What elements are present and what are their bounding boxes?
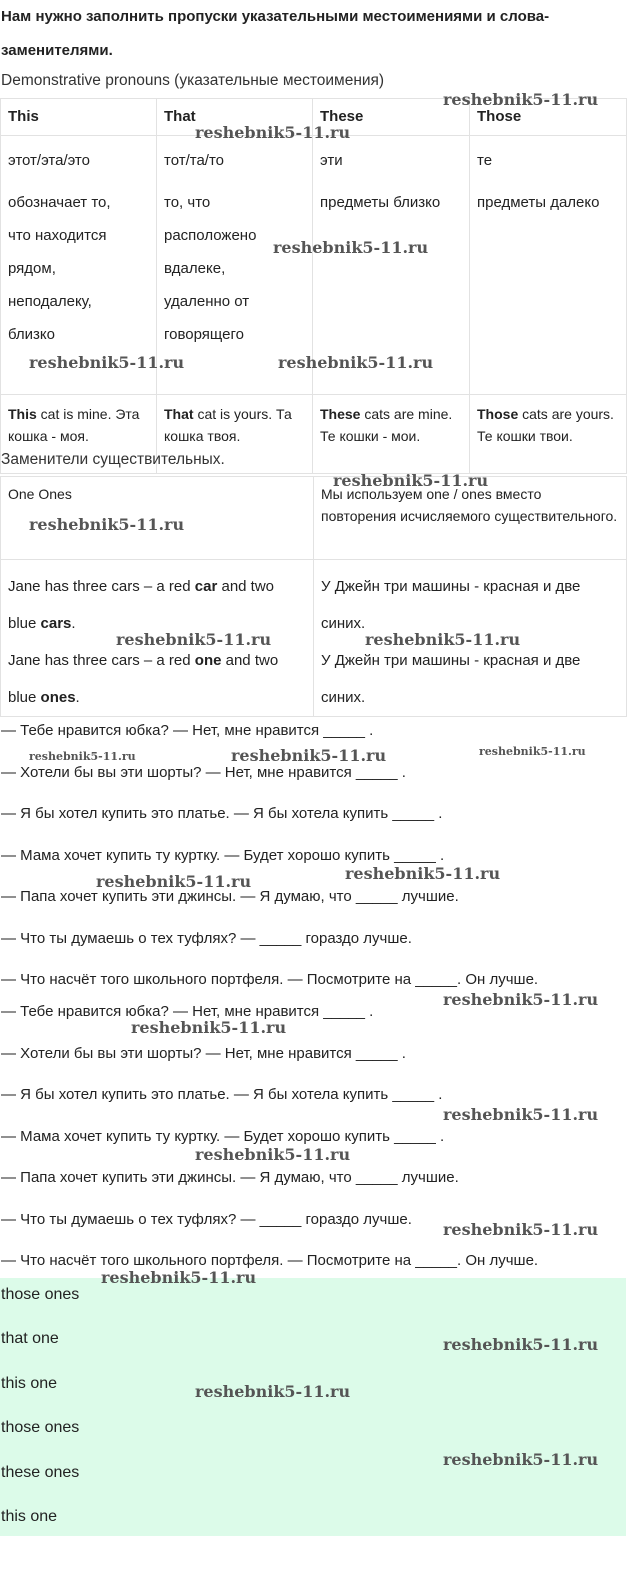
watermark-text: reshebnik5-11.ru <box>29 515 185 534</box>
translation-text: эти <box>320 152 343 169</box>
watermark-text: reshebnik5-11.ru <box>443 1335 599 1354</box>
meaning-line: неподалеку, <box>8 293 92 310</box>
meaning-line: то, что <box>164 194 211 211</box>
watermark-text: reshebnik5-11.ru <box>273 238 429 257</box>
watermark-text: reshebnik5-11.ru <box>101 1268 257 1287</box>
table-cell <box>470 136 627 395</box>
watermark-text: reshebnik5-11.ru <box>365 630 521 649</box>
watermark-text: reshebnik5-11.ru <box>443 90 599 109</box>
example-pronoun: These <box>320 406 361 422</box>
meaning-line: близко <box>8 326 55 343</box>
example-text: cats are mine. Те кошки - мои. <box>320 406 453 444</box>
watermark-text: reshebnik5-11.ru <box>333 471 489 490</box>
watermark-text: reshebnik5-11.ru <box>345 864 501 883</box>
watermark-text: reshebnik5-11.ru <box>116 630 272 649</box>
watermark-text: reshebnik5-11.ru <box>29 750 136 763</box>
answer-item: this one <box>1 1508 58 1525</box>
exercise-question: — Тебе нравится юбка? — Нет, мне нравится _____ . <box>1 1003 374 1020</box>
meaning-line: говорящего <box>164 326 244 343</box>
watermark-text: reshebnik5-11.ru <box>443 1220 599 1239</box>
watermark-text: reshebnik5-11.ru <box>231 746 387 765</box>
table-row <box>1 560 627 717</box>
meaning-line: что находится <box>8 227 107 244</box>
example-text: cats are yours. Те кошки твои. <box>477 406 614 444</box>
watermark-text: reshebnik5-11.ru <box>443 1105 599 1124</box>
exercise-question: — Что ты думаешь о тех туфлях? — _____ гораздо лучше. <box>1 930 412 947</box>
substitutes-table <box>0 476 627 717</box>
table-header-cell: This <box>1 99 157 136</box>
exercise-question: — Что насчёт того школьного портфеля. — Посмотрите на _____. Он лучше. <box>1 971 539 988</box>
table-header-cell: That <box>157 99 313 136</box>
example-cell <box>470 395 627 474</box>
exercise-question: — Папа хочет купить эти джинсы. — Я думаю, что _____ лучшие. <box>1 1169 459 1186</box>
meaning-line: рядом, <box>8 260 56 277</box>
section-caption-pronouns: Demonstrative pronouns (указательные местоимения) <box>1 72 385 89</box>
exercise-question: — Я бы хотел купить это платье. — Я бы хотела купить _____ . <box>1 805 443 822</box>
watermark-text: reshebnik5-11.ru <box>195 123 351 142</box>
exercise-question: — Папа хочет купить эти джинсы. — Я думаю, что _____ лучшие. <box>1 888 459 905</box>
example-sentence: Jane has three cars – a red car and two blue cars. <box>8 578 275 632</box>
pronouns-table <box>0 98 627 474</box>
exercise-question: — Тебе нравится юбка? — Нет, мне нравится _____ . <box>1 722 374 739</box>
watermark-text: reshebnik5-11.ru <box>443 990 599 1009</box>
meaning-line: предметы близко <box>320 194 441 211</box>
meaning-line: предметы далеко <box>477 194 600 211</box>
answer-item: these ones <box>1 1464 80 1481</box>
translation-text: тот/та/то <box>164 152 225 169</box>
table-header-cell: Those <box>470 99 627 136</box>
example-pronoun: That <box>164 406 194 422</box>
example-pronoun: This <box>8 406 37 422</box>
meaning-line: удаленно от <box>164 293 250 310</box>
exercise-question: — Что ты думаешь о тех туфлях? — _____ гораздо лучше. <box>1 1211 412 1228</box>
exercise-question: — Хотели бы вы эти шорты? — Нет, мне нравится _____ . <box>1 1045 406 1062</box>
watermark-text: reshebnik5-11.ru <box>195 1145 351 1164</box>
watermark-text: reshebnik5-11.ru <box>479 745 586 758</box>
table-cell: One Ones <box>1 477 314 560</box>
example-translation: У Джейн три машины - красная и две синих. <box>321 578 581 632</box>
example-text: cat is mine. Эта кошка - моя. <box>8 406 140 444</box>
watermark-text: reshebnik5-11.ru <box>278 353 434 372</box>
exercise-question: — Что насчёт того школьного портфеля. — Посмотрите на _____. Он лучше. <box>1 1252 539 1269</box>
answer-item: this one <box>1 1375 58 1392</box>
exercise-question: — Я бы хотел купить это платье. — Я бы хотела купить _____ . <box>1 1086 443 1103</box>
example-cell <box>313 395 470 474</box>
exercise-question: — Хотели бы вы эти шорты? — Нет, мне нравится _____ . <box>1 764 406 781</box>
table-header-cell: These <box>313 99 470 136</box>
exercise-question: — Мама хочет купить ту куртку. — Будет хорошо купить _____ . <box>1 847 445 864</box>
answers-block <box>0 1278 626 1536</box>
table-cell: Мы используем one / ones вместо повторения исчисляемого существительного. <box>314 477 627 560</box>
watermark-text: reshebnik5-11.ru <box>195 1382 351 1401</box>
exercise-question: — Мама хочет купить ту куртку. — Будет хорошо купить _____ . <box>1 1128 445 1145</box>
watermark-text: reshebnik5-11.ru <box>131 1018 287 1037</box>
example-sentence: Jane has three cars – a red one and two blue ones. <box>8 652 279 706</box>
answer-item: those ones <box>1 1286 80 1303</box>
translation-text: этот/эта/это <box>8 152 90 169</box>
answer-item: those ones <box>1 1419 80 1436</box>
watermark-text: reshebnik5-11.ru <box>96 872 252 891</box>
section-caption-substitutes: Заменители существительных. <box>1 451 225 468</box>
translation-text: те <box>477 152 493 169</box>
example-pronoun: Those <box>477 406 519 422</box>
example-translation: У Джейн три машины - красная и две синих. <box>321 652 581 706</box>
meaning-line: обозначает то, <box>8 194 111 211</box>
answer-item: that one <box>1 1330 59 1347</box>
watermark-text: reshebnik5-11.ru <box>29 353 185 372</box>
meaning-line: вдалеке, <box>164 260 226 277</box>
watermark-text: reshebnik5-11.ru <box>443 1450 599 1469</box>
example-text: cat is yours. Та кошка твоя. <box>164 406 292 444</box>
meaning-line: расположено <box>164 227 257 244</box>
page-title: Нам нужно заполнить пропуски указательными местоимениями и слова-заменителями. <box>1 8 550 59</box>
